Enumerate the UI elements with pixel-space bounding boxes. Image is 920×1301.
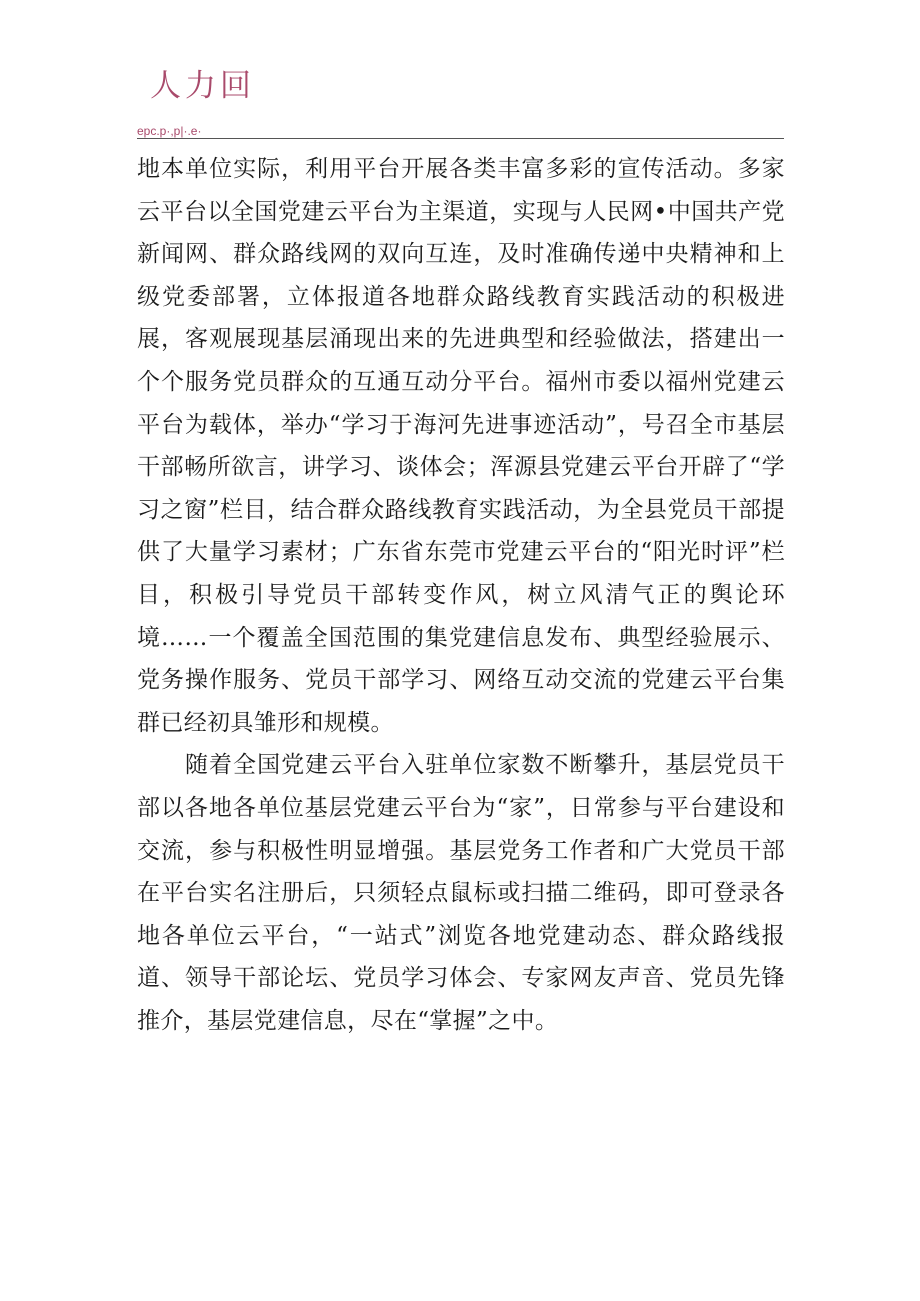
header-divider bbox=[137, 138, 784, 139]
header-logo: 人力回 bbox=[150, 68, 255, 104]
paragraph-2: 随着全国党建云平台入驻单位家数不断攀升，基层党员干部以各地各单位基层党建云平台为“家”，日常参与平台建设和交流，参与积极性明显增强。基层党务工作者和广大党员干部在平台实名注册后，只须轻点鼠标或扫描二维码，即可登录各地各单位云平台，“一站式”浏览各地党建动态、群众路线报道、领导干部论坛、党员学习体会、专家网友声音、党员先锋推介，基层党建信息，尽在“掌握”之中。 bbox=[137, 752, 785, 1034]
article-body bbox=[137, 148, 785, 1042]
paragraph-1: 地本单位实际，利用平台开展各类丰富多彩的宣传活动。多家云平台以全国党建云平台为主渠道，实现与人民网•中国共产党新闻网、群众路线网的双向互连，及时准确传递中央精神和上级党委部署，立体报道各地群众路线教育实践活动的积极进展，客观展现基层涌现出来的先进典型和经验做法，搭建出一个个服务党员群众的互通互动分平台。福州市委以福州党建云平台为载体，举办“学习于海河先进事迹活动”，号召全市基层干部畅所欲言，讲学习、谈体会；浑源县党建云平台开辟了“学习之窗”栏目，结合群众路线教育实践活动，为全县党员干部提供了大量学习素材；广东省东莞市党建云平台的“阳光时评”栏目，积极引导党员干部转变作风，树立风清气正的舆论环境……一个覆盖全国范围的集党建信息发布、典型经验展示、党务操作服务、党员干部学习、网络互动交流的党建云平台集群已经初具雏形和规模。 bbox=[137, 156, 785, 736]
header-site-url: epc.p·,p|·.e· bbox=[137, 124, 202, 138]
